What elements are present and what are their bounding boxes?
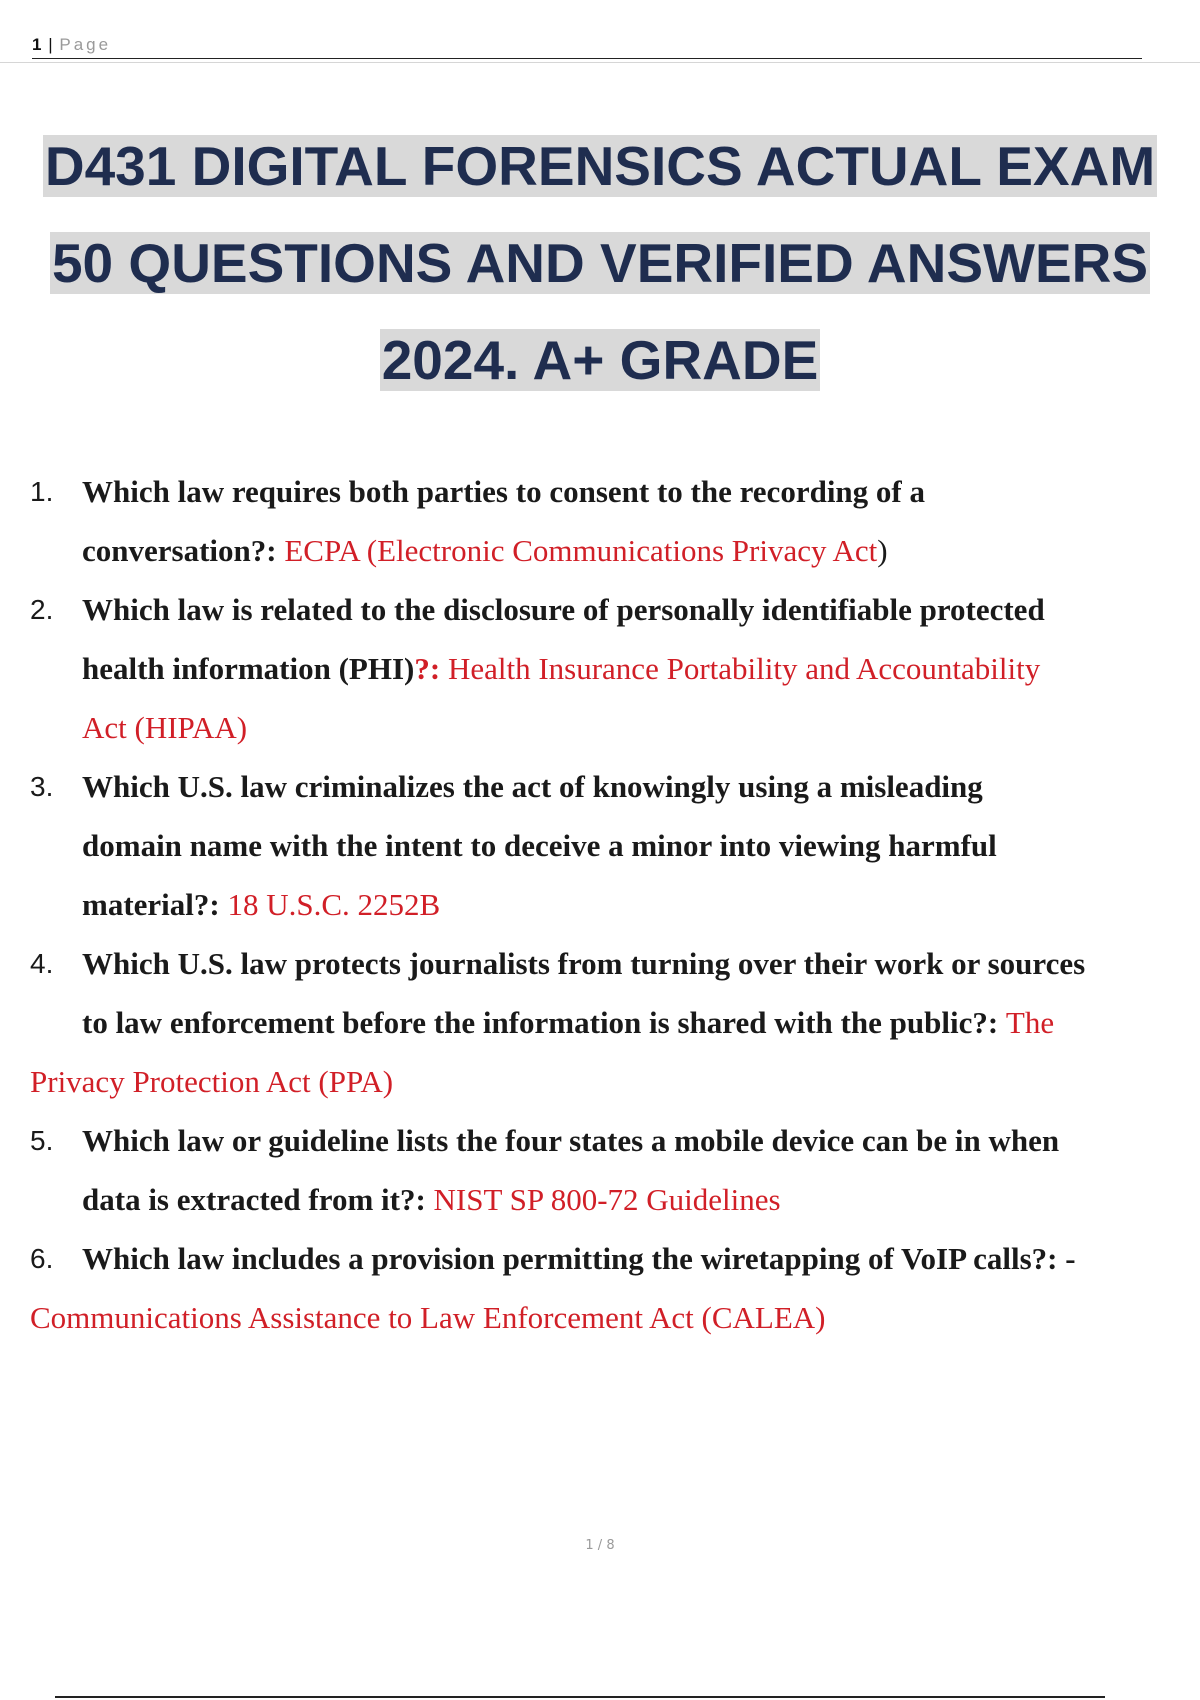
question-number: 6. bbox=[30, 1243, 54, 1274]
question-item bbox=[30, 462, 1195, 580]
page-separator: | bbox=[48, 35, 53, 54]
answer-text: NIST SP 800-72 Guidelines bbox=[433, 1182, 781, 1217]
answer-prefix: ?: bbox=[414, 651, 448, 686]
page-number: 1 bbox=[32, 35, 42, 54]
title-line-1: D431 DIGITAL FORENSICS ACTUAL EXAM bbox=[44, 135, 1156, 197]
question-number: 2. bbox=[30, 594, 54, 625]
title-line-3: 2024. A+ GRADE bbox=[381, 329, 819, 391]
page-header bbox=[32, 34, 1142, 59]
question-text: Which law is related to the disclosure of personally identifiable protected bbox=[82, 592, 1045, 627]
document-title bbox=[0, 118, 1200, 409]
question-text: domain name with the intent to deceive a minor into viewing harmful bbox=[82, 828, 997, 863]
question-list bbox=[30, 462, 1195, 1347]
question-item bbox=[30, 934, 1195, 1111]
question-item bbox=[30, 580, 1195, 757]
question-text: material?: bbox=[82, 887, 228, 922]
question-text: data is extracted from it?: bbox=[82, 1182, 434, 1217]
question-number: 5. bbox=[30, 1125, 54, 1156]
question-text: to law enforcement before the information is shared with the public?: bbox=[82, 1005, 1006, 1040]
question-number: 3. bbox=[30, 771, 54, 802]
page-counter: 1 / 8 bbox=[585, 1538, 615, 1553]
header-divider bbox=[0, 62, 1200, 63]
answer-text: 18 U.S.C. 2252B bbox=[227, 887, 441, 922]
answer-text: Privacy Protection Act (PPA) bbox=[30, 1064, 394, 1099]
question-text: Which law requires both parties to consent to the recording of a bbox=[82, 474, 925, 509]
answer-text: Communications Assistance to Law Enforcement Act (CALEA) bbox=[30, 1300, 826, 1335]
question-text: conversation?: bbox=[82, 533, 285, 568]
answer-tail: ) bbox=[877, 533, 888, 568]
question-text: Which law includes a provision permitting the wiretapping of VoIP calls?: - bbox=[82, 1241, 1076, 1276]
question-item bbox=[30, 1111, 1195, 1229]
question-number: 4. bbox=[30, 948, 54, 979]
question-text: Which U.S. law protects journalists from turning over their work or sources bbox=[82, 946, 1086, 981]
question-number: 1. bbox=[30, 476, 54, 507]
question-text: health information (PHI) bbox=[82, 651, 415, 686]
question-item bbox=[30, 757, 1195, 934]
question-text: Which U.S. law criminalizes the act of knowingly using a misleading bbox=[82, 769, 983, 804]
page-word: Page bbox=[59, 35, 112, 54]
answer-text: Health Insurance Portability and Accountability bbox=[447, 651, 1041, 686]
question-text: Which law or guideline lists the four states a mobile device can be in when bbox=[82, 1123, 1060, 1158]
answer-text: The bbox=[1005, 1005, 1055, 1040]
footer-divider bbox=[55, 1696, 1105, 1698]
answer-text: ECPA (Electronic Communications Privacy Act bbox=[284, 533, 878, 568]
question-item bbox=[30, 1229, 1195, 1347]
answer-text: Act (HIPAA) bbox=[82, 710, 248, 745]
title-line-2: 50 QUESTIONS AND VERIFIED ANSWERS bbox=[51, 232, 1149, 294]
